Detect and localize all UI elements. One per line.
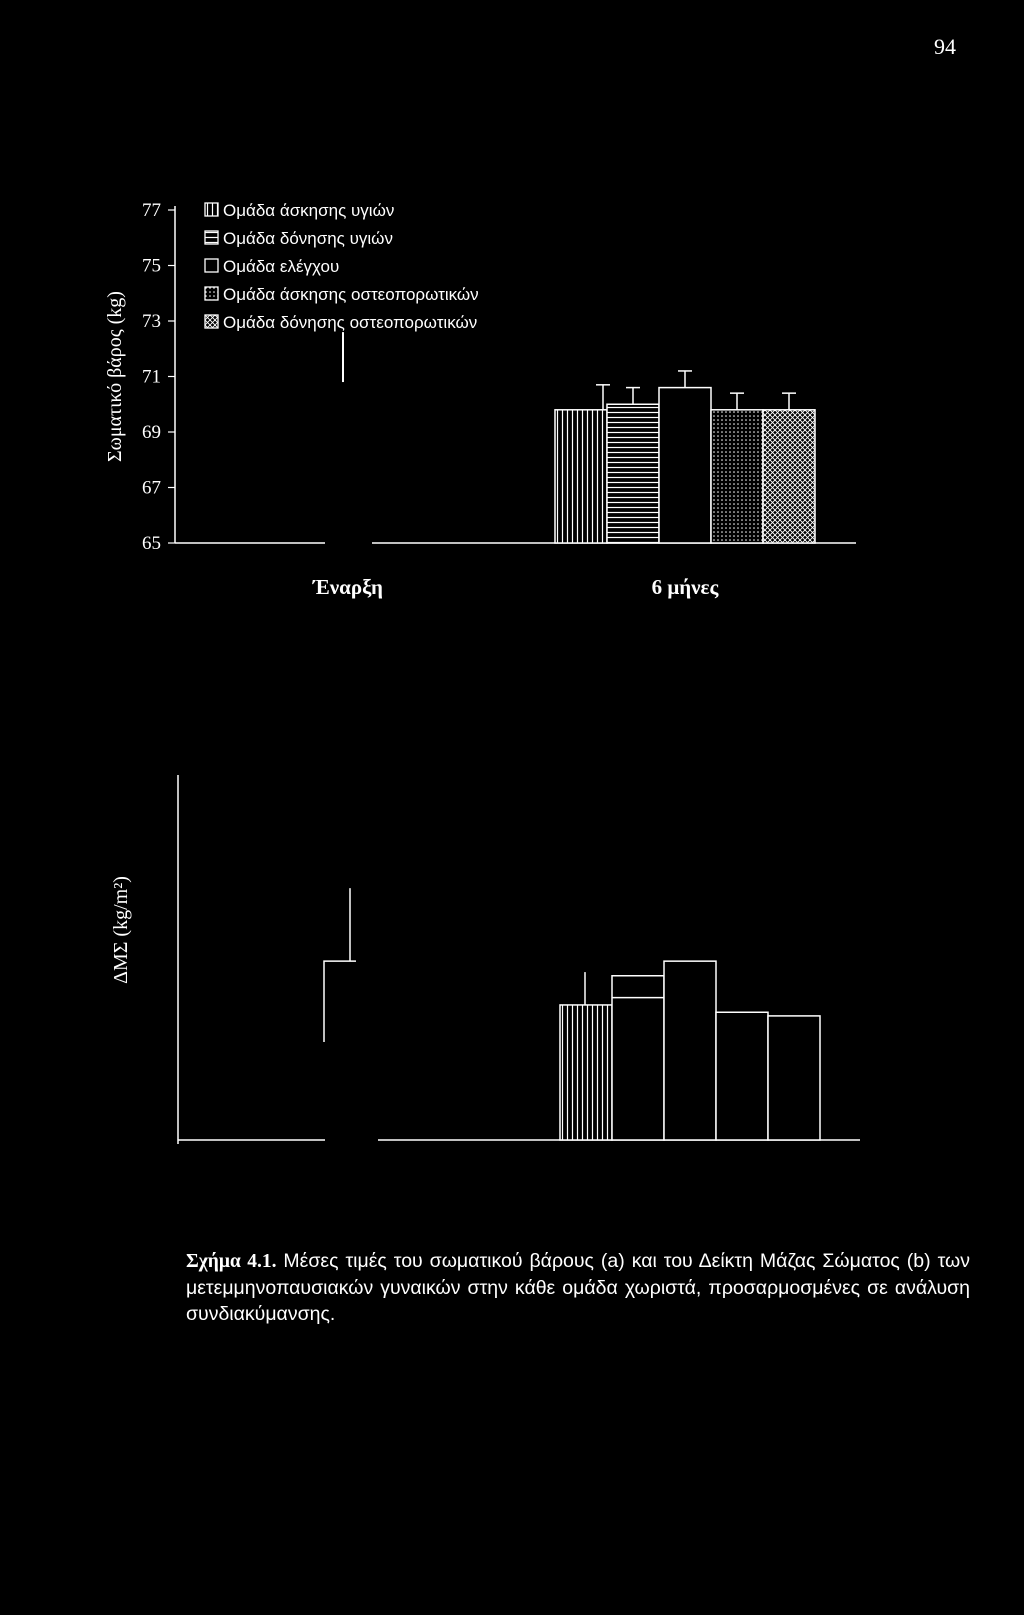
legend-entry: Ομάδα ελέγχου <box>223 257 340 276</box>
x-tick-label: 6 μήνες <box>651 575 719 599</box>
x-tick-label: Έναρξη <box>313 575 383 599</box>
y-tick-label: 77 <box>142 200 161 221</box>
legend-swatch <box>205 231 218 244</box>
legend-entry: Ομάδα δόνησης υγιών <box>223 229 393 248</box>
legend-entry: Ομάδα δόνησης οστεοπορωτικών <box>223 313 478 332</box>
bar <box>711 410 763 543</box>
y-axis-title: ΔΜΣ (kg/m²) <box>110 876 132 984</box>
y-axis-label <box>110 876 132 984</box>
y-tick-label: 67 <box>142 477 161 499</box>
page-number: 94 <box>934 34 956 59</box>
bar <box>612 976 664 1140</box>
figure-caption <box>186 1248 970 1327</box>
bar <box>607 404 659 543</box>
y-axis-label <box>104 291 126 462</box>
bars <box>555 371 815 543</box>
legend-swatch <box>205 259 218 272</box>
annotations <box>324 888 356 1042</box>
legend-swatch <box>205 315 218 328</box>
bar <box>664 961 716 1140</box>
x-tick-labels <box>312 575 720 599</box>
bar <box>560 1005 612 1140</box>
chart-bmi <box>0 760 1024 1160</box>
caption-label: Σχήμα 4.1. <box>186 1251 277 1272</box>
caption-text: Μέσες τιμές του σωματικού βάρους (a) και του Δείκτη Μάζας Σώματος (b) των μετεμμηνοπαυσιακών γυναικών στην κάθε ομάδα χωριστά, προσαρμοσμένες σε ανάλυση συνδιακύμανσης. <box>186 1250 970 1325</box>
y-tick-label: 71 <box>142 366 161 388</box>
bar-outline <box>324 961 356 1042</box>
y-tick-label: 69 <box>142 422 161 443</box>
bar <box>555 410 607 543</box>
y-tick-label: 65 <box>142 533 161 554</box>
legend-entry: Ομάδα άσκησης υγιών <box>223 201 395 220</box>
y-tick-label: 75 <box>142 255 161 277</box>
bars <box>560 961 820 1140</box>
legend-swatch <box>205 203 218 216</box>
chart-body-weight <box>0 190 1024 620</box>
legend-entry: Ομάδα άσκησης οστεοπορωτικών <box>223 285 479 304</box>
bar <box>763 410 815 543</box>
bar <box>659 388 711 543</box>
bar <box>716 1012 768 1140</box>
y-tick-label: 73 <box>142 311 161 332</box>
bar <box>768 1016 820 1140</box>
legend <box>205 201 479 332</box>
legend-swatch <box>205 287 218 300</box>
y-axis-title: Σωματικό βάρος (kg) <box>104 291 126 462</box>
